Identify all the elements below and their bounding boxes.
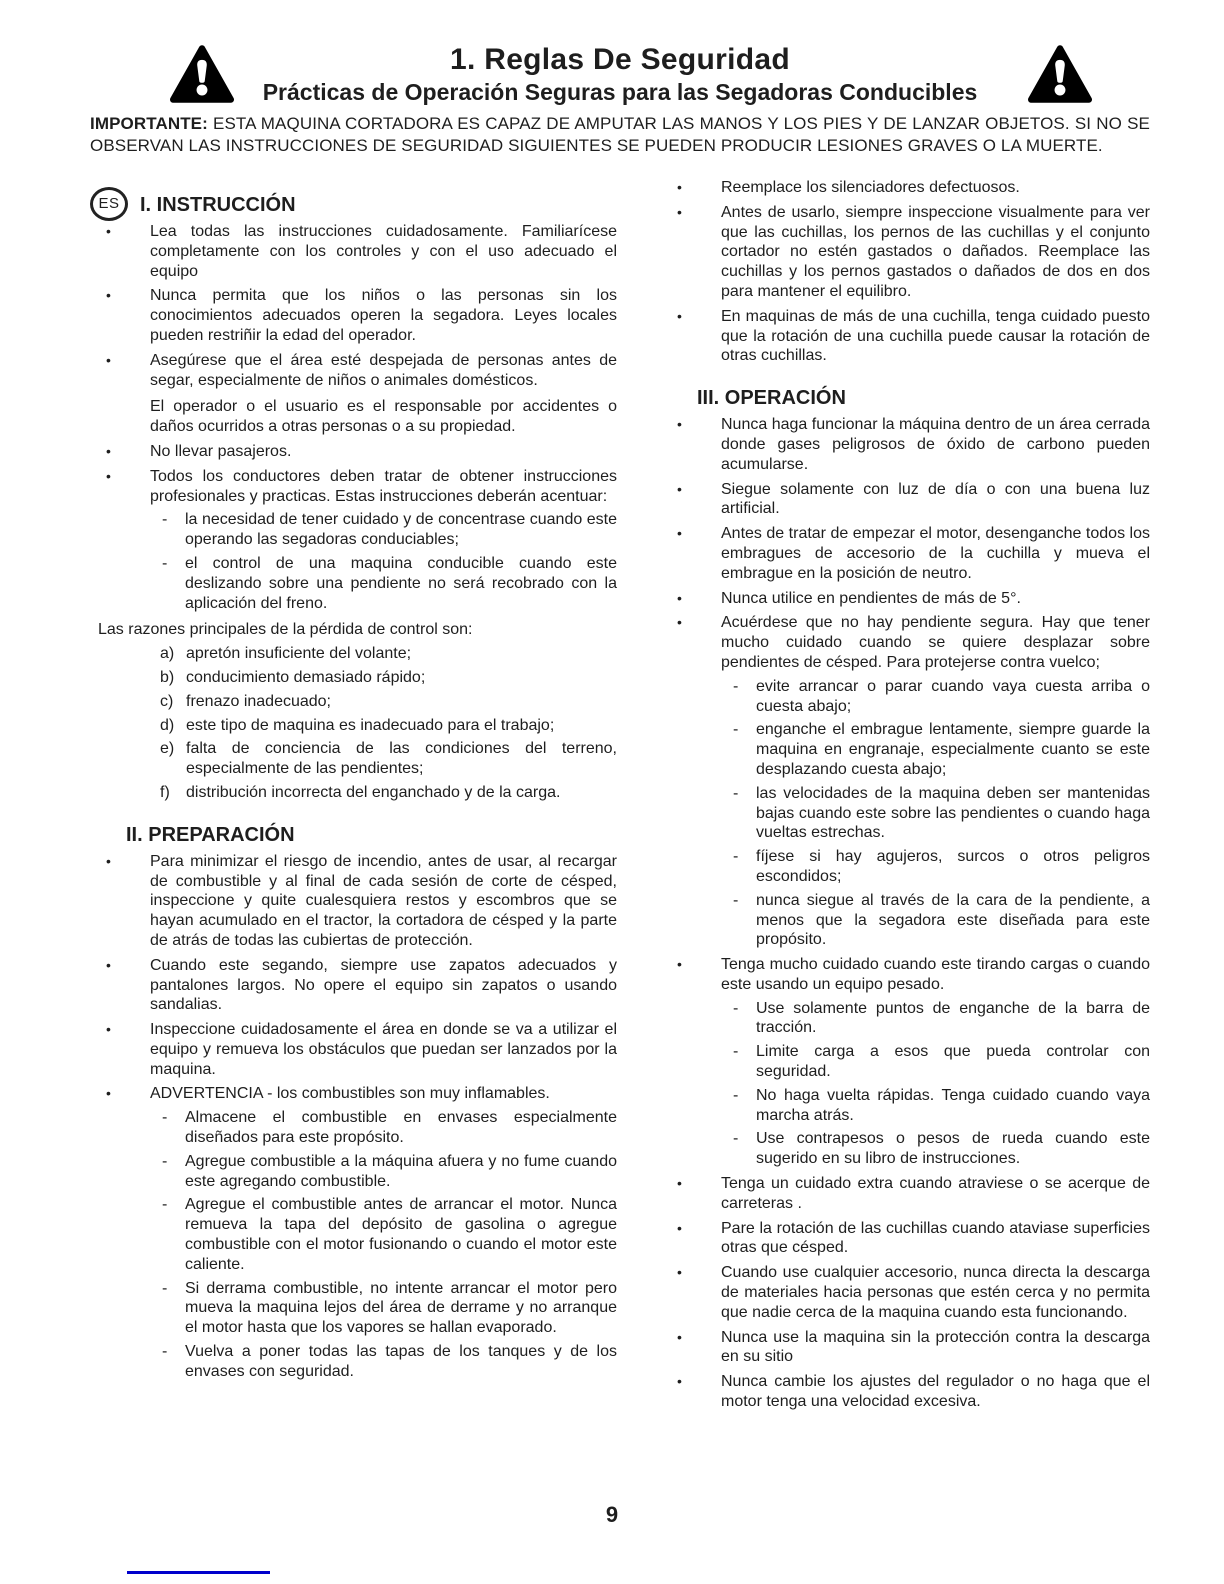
left-column <box>90 173 617 1412</box>
bullet-marker: • <box>106 287 111 304</box>
item-text: distribución incorrecta del enganchado y de la carga. <box>186 783 561 801</box>
letter-label: e) <box>160 740 175 758</box>
item-text: la necesidad de tener cuidado y de concentrase cuando este operando las segadoras conduciables; <box>185 511 617 549</box>
lettered-item <box>90 668 617 688</box>
page-title: 1. Reglas De Seguridad <box>449 43 791 76</box>
section-heading-text: II. PREPARACIÓN <box>126 823 295 846</box>
letter-label: d) <box>160 716 175 734</box>
dash-item <box>661 847 1150 887</box>
item-text: Tenga mucho cuidado cuando este tirando cargas o cuando este usando un equipo pesado. <box>721 956 1150 993</box>
bullet-marker: • <box>677 416 682 433</box>
bullet-item <box>661 524 1150 583</box>
item-text: Inspeccione cuidadosamente el área en donde se va a utilizar el equipo y remueva los obstáculos que puedan ser lanzados por la maquina. <box>150 1021 617 1078</box>
bullet-marker: • <box>106 1085 111 1102</box>
bullet-marker: • <box>677 307 682 324</box>
bullet-marker: • <box>677 1328 682 1345</box>
bullet-item <box>661 1263 1150 1322</box>
important-text: ESTA MAQUINA CORTADORA ES CAPAZ DE AMPUTAR LAS MANOS Y LOS PIES Y DE LANZAR OBJETOS. SI NO SE OBSERVAN LAS INSTRUCCIONES DE SEGURIDAD SIGUIENTES SE PUEDEN PRODUCIR LESIONES GRAVES O LA MUERTE. <box>90 114 1150 155</box>
item-text: frenazo inadecuado; <box>186 692 331 710</box>
bullet-item <box>90 1084 617 1104</box>
dash-marker: - <box>733 848 739 866</box>
item-text: Almacene el combustible en envases especialmente diseñados para este propósito. <box>185 1109 617 1147</box>
item-text: evite arrancar o parar cuando vaya cuesta arriba o cuesta abajo; <box>756 677 1150 715</box>
dash-marker: - <box>162 1109 168 1127</box>
dash-item <box>90 1195 617 1274</box>
item-text: Nunca haga funcionar la máquina dentro de un área cerrada donde gases peligrosos de óxido de carbono pueden acumularse. <box>721 416 1150 473</box>
bullet-marker: • <box>677 589 682 606</box>
important-notice <box>90 113 1150 157</box>
item-text: Acuérdese que no hay pendiente segura. Hay que tener mucho cuidado cuando se quiere desplazar sobre pendientes de césped. Para protejerse contra vuelco; <box>721 614 1150 671</box>
lettered-item <box>90 644 617 664</box>
dash-item <box>90 1108 617 1148</box>
dash-item <box>90 1342 617 1382</box>
item-text: Antes de tratar de empezar el motor, desenganche todos los embragues de accesorio de la cuchilla y mueva el embrague en la posición de neutro. <box>721 525 1150 582</box>
bullet-item <box>661 415 1150 474</box>
bullet-item <box>661 480 1150 520</box>
page-number: 9 <box>605 1502 619 1527</box>
item-text: Cuando use cualquier accesorio, nunca directa la descarga de materiales hacia personas que estén cerca y no permita que nadie cerca de la maquina cuando esta funcionando. <box>721 1264 1150 1321</box>
bullet-marker: • <box>106 351 111 368</box>
item-text: Las razones principales de la pérdida de control son: <box>98 621 473 639</box>
paragraph-item <box>90 620 617 640</box>
item-text: apretón insuficiente del volante; <box>186 645 412 663</box>
bullet-item <box>661 1174 1150 1214</box>
dash-item <box>661 1042 1150 1082</box>
dash-marker: - <box>733 784 739 802</box>
dash-item <box>90 554 617 613</box>
item-text: Agregue el combustible antes de arrancar el motor. Nunca remueva la tapa del depósito de gasolina o agregue combustible con el motor fusionando o cuando el motor este caliente. <box>185 1196 617 1273</box>
language-badge: ES <box>90 187 128 221</box>
dash-marker: - <box>162 1279 168 1297</box>
dash-item <box>661 1086 1150 1126</box>
bullet-marker: • <box>106 442 111 459</box>
item-text: Use solamente puntos de enganche de la barra de tracción. <box>756 999 1150 1037</box>
letter-label: a) <box>160 645 175 663</box>
bullet-marker: • <box>106 223 111 239</box>
bullet-item <box>661 1219 1150 1259</box>
bullet-marker: • <box>677 1219 682 1236</box>
two-column-body <box>90 173 1150 1412</box>
item-text: Antes de usarlo, siempre inspeccione visualmente para ver que las cuchillas, los pernos de las cuchillas y el conjunto cortador no estén gastados o dañados. Reemplace las cuchillas y los pernos gastados o dañados de dos en dos para mantener el equilibro. <box>721 203 1150 300</box>
item-text: El operador o el usuario es el responsable por accidentes o daños ocurridos a otras personas o a su propiedad. <box>150 398 617 436</box>
bullet-marker: • <box>677 614 682 631</box>
section-heading <box>90 823 617 847</box>
dash-item <box>661 784 1150 843</box>
item-text: enganche el embrague lentamente, siempre guarde la maquina en engranaje, especialmente cuanto se este desplazando cuesta abajo; <box>756 721 1150 778</box>
dash-marker: - <box>733 1043 739 1061</box>
dash-marker: - <box>162 511 168 529</box>
item-text: Nunca permita que los niños o las personas sin los conocimientos adecuados operen la segadora. Leyes locales pueden restriñir la edad del operador. <box>150 287 617 344</box>
important-label: IMPORTANTE: <box>90 114 208 133</box>
dash-item <box>661 999 1150 1039</box>
dash-item <box>90 510 617 550</box>
dash-item <box>90 1279 617 1338</box>
bullet-marker: • <box>106 467 111 484</box>
item-text: Nunca use la maquina sin la protección contra la descarga en su sitio <box>721 1328 1150 1366</box>
dash-marker: - <box>162 1152 168 1170</box>
item-text: Lea todas las instrucciones cuidadosamente. Familiarícese completamente con los controles y con el uso adecuado el equipo <box>150 223 617 280</box>
bullet-item <box>661 1372 1150 1412</box>
bullet-item <box>661 1328 1150 1368</box>
page-header <box>90 44 1150 105</box>
right-column <box>661 173 1150 1412</box>
dash-item <box>661 891 1150 950</box>
bullet-item <box>90 351 617 391</box>
item-text: Vuelva a poner todas las tapas de los tanques y de los envases con seguridad. <box>185 1343 617 1380</box>
item-text: En maquinas de más de una cuchilla, tenga cuidado puesto que la rotación de una cuchilla puede causar la rotación de otras cuchillas. <box>721 307 1150 365</box>
bullet-item <box>661 307 1150 366</box>
lettered-item <box>90 783 617 803</box>
section-heading-text: III. OPERACIÓN <box>697 387 846 410</box>
section-heading <box>90 193 617 217</box>
bullet-item <box>661 613 1150 672</box>
bullet-item <box>90 222 617 281</box>
footer-accent-line <box>127 1571 270 1574</box>
dash-marker: - <box>733 891 739 909</box>
bullet-item <box>90 442 617 462</box>
item-text: Nunca utilice en pendientes de más de 5°. <box>721 589 1021 607</box>
item-text: Limite carga a esos que pueda controlar con seguridad. <box>756 1043 1150 1081</box>
item-text: nunca siegue al través de la cara de la pendiente, a menos que la segadora este diseñada para este propósito. <box>756 891 1150 949</box>
bullet-item <box>90 956 617 1015</box>
dash-marker: - <box>733 721 739 739</box>
lettered-item <box>90 692 617 712</box>
bullet-marker: • <box>106 956 111 973</box>
item-text: Si derrama combustible, no intente arrancar el motor pero mueva la maquina lejos del área de derrame y no arranque el motor hasta que los vapores se hallan evaporado. <box>185 1279 617 1337</box>
item-text: Nunca cambie los ajustes del regulador o no haga que el motor tenga una velocidad excesiva. <box>721 1373 1150 1411</box>
letter-label: f) <box>160 783 170 801</box>
bullet-marker: • <box>677 179 682 195</box>
item-text: No llevar pasajeros. <box>150 442 292 460</box>
item-text: Asegúrese que el área esté despejada de personas antes de segar, especialmente de niños o animales domésticos. <box>150 351 617 389</box>
bullet-item <box>661 203 1150 302</box>
item-text: el control de una maquina conducible cuando este deslizando sobre una pendiente no será recobrado con la aplicación del freno. <box>185 554 617 612</box>
bullet-item <box>661 955 1150 995</box>
dash-item <box>90 1152 617 1192</box>
item-text: fíjese si hay agujeros, surcos o otros peligros escondidos; <box>756 848 1150 885</box>
bullet-item <box>661 178 1150 198</box>
item-text: Reemplace los silenciadores defectuosos. <box>721 179 1020 196</box>
bullet-item <box>90 852 617 951</box>
dash-marker: - <box>162 1196 168 1214</box>
page-subtitle: Prácticas de Operación Seguras para las Segadoras Conducibles <box>262 79 978 105</box>
bullet-item <box>90 467 617 507</box>
bullet-marker: • <box>677 1373 682 1390</box>
letter-label: b) <box>160 668 175 686</box>
item-text: Siegue solamente con luz de día o con una buena luz artificial. <box>721 480 1150 518</box>
item-text: ADVERTENCIA - los combustibles son muy inflamables. <box>150 1085 550 1103</box>
lettered-item <box>90 739 617 779</box>
bullet-marker: • <box>677 525 682 542</box>
bullet-marker: • <box>677 480 682 497</box>
dash-marker: - <box>733 677 739 695</box>
dash-marker: - <box>162 554 168 572</box>
lettered-item <box>90 716 617 736</box>
bullet-marker: • <box>106 1021 111 1038</box>
item-text: falta de conciencia de las condiciones del terreno, especialmente de las pendientes; <box>186 740 617 778</box>
item-text: Todos los conductores deben tratar de obtener instrucciones profesionales y practicas. Estas instrucciones deberán acentuar: <box>150 467 617 505</box>
item-text: Cuando este segando, siempre use zapatos adecuados y pantalones largos. No opere el equipo sin zapatos o usando sandalias. <box>150 956 617 1014</box>
paragraph-item <box>90 397 617 437</box>
item-text: este tipo de maquina es inadecuado para el trabajo; <box>186 716 555 734</box>
item-text: No haga vuelta rápidas. Tenga cuidado cuando vaya marcha atrás. <box>756 1086 1150 1124</box>
section-heading-text: I. INSTRUCCIÓN <box>140 194 296 216</box>
dash-marker: - <box>162 1343 168 1361</box>
letter-label: c) <box>160 692 174 710</box>
dash-item <box>661 677 1150 717</box>
item-text: Tenga un cuidado extra cuando atraviese o se acerque de carreteras . <box>721 1175 1150 1212</box>
item-text: Pare la rotación de las cuchillas cuando ataviase superficies otras que césped. <box>721 1219 1150 1257</box>
bullet-item <box>661 589 1150 609</box>
bullet-marker: • <box>677 203 682 220</box>
item-text: Use contrapesos o pesos de rueda cuando este sugerido en su libro de instrucciones. <box>756 1130 1150 1168</box>
dash-item <box>661 720 1150 779</box>
dash-marker: - <box>733 1086 739 1104</box>
item-text: Para minimizar el riesgo de incendio, antes de usar, al recargar de combustible y al final de cada sesión de corte de césped, inspeccione y quite cualesquiera restos y escombros que se hayan acumulado en el tractor, la cortadora de césped y la parte de atrás de todas las cubiertas de protección. <box>150 852 617 949</box>
bullet-marker: • <box>677 1175 682 1192</box>
item-text: las velocidades de la maquina deben ser mantenidas bajas cuando este sobre las pendientes o cuando haga vueltas estrechas. <box>756 784 1150 842</box>
bullet-item <box>90 1020 617 1079</box>
bullet-marker: • <box>677 1264 682 1281</box>
item-text: Agregue combustible a la máquina afuera y no fume cuando este agregando combustible. <box>185 1152 617 1190</box>
section-heading <box>661 386 1150 410</box>
dash-marker: - <box>733 999 739 1017</box>
dash-item <box>661 1129 1150 1169</box>
item-text: conducimiento demasiado rápido; <box>186 668 426 686</box>
bullet-marker: • <box>106 852 111 869</box>
bullet-item <box>90 286 617 345</box>
dash-marker: - <box>733 1130 739 1148</box>
bullet-marker: • <box>677 956 682 973</box>
